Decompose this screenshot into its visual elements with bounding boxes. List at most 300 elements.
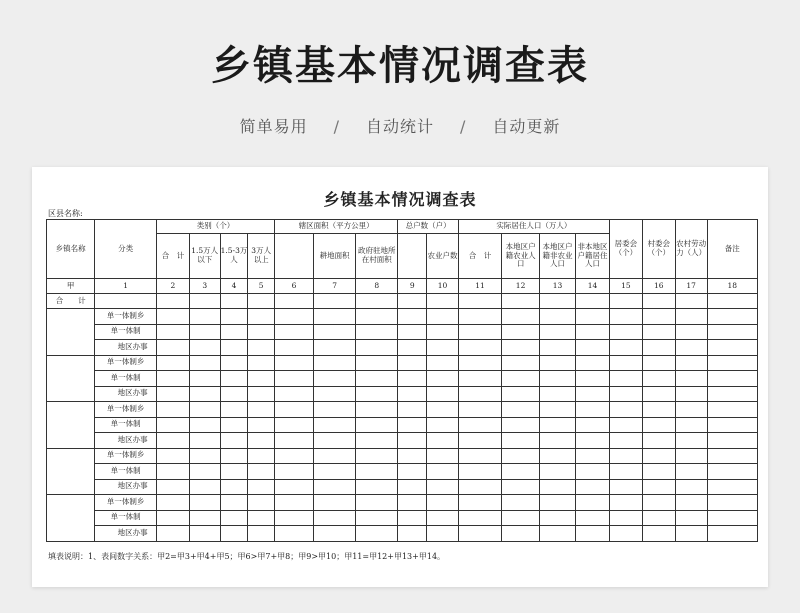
data-cell[interactable] bbox=[707, 355, 757, 371]
data-cell[interactable] bbox=[427, 309, 459, 325]
data-cell[interactable] bbox=[220, 355, 248, 371]
data-cell[interactable] bbox=[675, 294, 707, 309]
data-cell[interactable] bbox=[675, 355, 707, 371]
data-cell[interactable] bbox=[609, 479, 642, 495]
data-cell[interactable] bbox=[576, 526, 610, 542]
data-cell[interactable] bbox=[458, 294, 501, 309]
data-cell[interactable] bbox=[540, 495, 576, 511]
data-cell[interactable] bbox=[398, 371, 427, 387]
data-cell[interactable] bbox=[540, 309, 576, 325]
data-cell[interactable] bbox=[248, 402, 275, 418]
data-cell[interactable] bbox=[502, 371, 540, 387]
data-cell[interactable] bbox=[540, 448, 576, 464]
data-cell[interactable] bbox=[540, 324, 576, 340]
data-cell[interactable] bbox=[675, 464, 707, 480]
data-cell[interactable] bbox=[609, 340, 642, 356]
data-cell[interactable] bbox=[220, 433, 248, 449]
data-cell[interactable] bbox=[642, 324, 675, 340]
data-cell[interactable] bbox=[275, 417, 314, 433]
data-cell[interactable] bbox=[707, 464, 757, 480]
data-cell[interactable] bbox=[540, 417, 576, 433]
data-cell[interactable] bbox=[248, 433, 275, 449]
data-cell[interactable] bbox=[427, 526, 459, 542]
data-cell[interactable] bbox=[220, 464, 248, 480]
data-cell[interactable] bbox=[314, 355, 356, 371]
data-cell[interactable] bbox=[707, 340, 757, 356]
data-cell[interactable] bbox=[248, 355, 275, 371]
column-number: 10 bbox=[427, 279, 459, 294]
data-cell[interactable] bbox=[427, 340, 459, 356]
data-cell[interactable] bbox=[156, 417, 189, 433]
data-cell[interactable] bbox=[502, 479, 540, 495]
data-cell[interactable] bbox=[398, 495, 427, 511]
data-cell[interactable] bbox=[220, 495, 248, 511]
data-cell[interactable] bbox=[189, 386, 220, 402]
data-cell[interactable] bbox=[314, 324, 356, 340]
data-cell[interactable] bbox=[609, 510, 642, 526]
data-cell[interactable] bbox=[275, 294, 314, 309]
data-cell[interactable] bbox=[458, 402, 501, 418]
data-cell[interactable] bbox=[675, 433, 707, 449]
data-cell[interactable] bbox=[248, 526, 275, 542]
data-cell[interactable] bbox=[576, 309, 610, 325]
data-cell[interactable] bbox=[609, 495, 642, 511]
data-cell[interactable] bbox=[675, 448, 707, 464]
data-cell[interactable] bbox=[540, 294, 576, 309]
data-cell[interactable] bbox=[427, 355, 459, 371]
data-cell[interactable] bbox=[248, 479, 275, 495]
data-cell[interactable] bbox=[248, 386, 275, 402]
table-row bbox=[47, 433, 758, 449]
data-cell[interactable] bbox=[156, 355, 189, 371]
data-cell[interactable] bbox=[220, 324, 248, 340]
data-cell[interactable] bbox=[427, 402, 459, 418]
data-cell[interactable] bbox=[642, 371, 675, 387]
data-cell[interactable] bbox=[398, 479, 427, 495]
data-cell[interactable] bbox=[707, 371, 757, 387]
feature-auto-update: 自动更新 bbox=[492, 117, 561, 136]
data-cell[interactable] bbox=[220, 448, 248, 464]
data-cell[interactable] bbox=[356, 448, 398, 464]
data-cell[interactable] bbox=[642, 417, 675, 433]
data-cell[interactable] bbox=[156, 324, 189, 340]
data-cell[interactable] bbox=[609, 386, 642, 402]
data-cell[interactable] bbox=[398, 510, 427, 526]
data-cell[interactable] bbox=[248, 495, 275, 511]
data-cell[interactable] bbox=[576, 324, 610, 340]
data-cell[interactable] bbox=[275, 479, 314, 495]
data-cell[interactable] bbox=[398, 340, 427, 356]
data-cell[interactable] bbox=[156, 495, 189, 511]
spreadsheet-preview bbox=[32, 167, 768, 587]
data-cell[interactable] bbox=[248, 309, 275, 325]
data-cell[interactable] bbox=[540, 510, 576, 526]
data-cell[interactable] bbox=[356, 526, 398, 542]
data-cell[interactable] bbox=[156, 526, 189, 542]
data-cell[interactable] bbox=[675, 402, 707, 418]
data-cell[interactable] bbox=[458, 479, 501, 495]
data-cell[interactable] bbox=[314, 495, 356, 511]
data-cell[interactable] bbox=[314, 433, 356, 449]
data-cell[interactable] bbox=[502, 386, 540, 402]
data-cell[interactable] bbox=[275, 464, 314, 480]
data-cell[interactable] bbox=[642, 340, 675, 356]
data-cell[interactable] bbox=[220, 526, 248, 542]
data-cell[interactable] bbox=[220, 371, 248, 387]
data-cell[interactable] bbox=[220, 479, 248, 495]
header-area-group: 辖区面积（平方公里） bbox=[275, 220, 398, 234]
data-cell[interactable] bbox=[675, 386, 707, 402]
data-cell[interactable] bbox=[540, 386, 576, 402]
data-cell[interactable] bbox=[189, 355, 220, 371]
data-cell[interactable] bbox=[398, 402, 427, 418]
data-cell[interactable] bbox=[540, 433, 576, 449]
data-cell[interactable] bbox=[220, 340, 248, 356]
data-cell[interactable] bbox=[220, 294, 248, 309]
data-cell[interactable] bbox=[248, 294, 275, 309]
data-cell[interactable] bbox=[502, 340, 540, 356]
data-cell[interactable] bbox=[314, 479, 356, 495]
data-cell[interactable] bbox=[458, 448, 501, 464]
data-cell[interactable] bbox=[502, 526, 540, 542]
data-cell[interactable] bbox=[609, 355, 642, 371]
data-cell[interactable] bbox=[95, 294, 157, 309]
data-cell[interactable] bbox=[156, 510, 189, 526]
data-cell[interactable] bbox=[642, 433, 675, 449]
data-cell[interactable] bbox=[189, 309, 220, 325]
data-cell[interactable] bbox=[156, 309, 189, 325]
data-cell[interactable] bbox=[275, 448, 314, 464]
data-cell[interactable] bbox=[642, 355, 675, 371]
data-cell[interactable] bbox=[576, 386, 610, 402]
data-cell[interactable] bbox=[609, 417, 642, 433]
data-cell[interactable] bbox=[609, 371, 642, 387]
data-cell[interactable] bbox=[675, 340, 707, 356]
data-cell[interactable] bbox=[314, 526, 356, 542]
data-cell[interactable] bbox=[356, 355, 398, 371]
data-cell[interactable] bbox=[156, 402, 189, 418]
data-cell[interactable] bbox=[707, 495, 757, 511]
data-cell[interactable] bbox=[609, 526, 642, 542]
header-village-committee: 村委会（个） bbox=[642, 220, 675, 279]
data-cell[interactable] bbox=[275, 526, 314, 542]
data-cell[interactable] bbox=[156, 448, 189, 464]
data-cell[interactable] bbox=[248, 448, 275, 464]
data-cell[interactable] bbox=[540, 355, 576, 371]
data-cell[interactable] bbox=[356, 495, 398, 511]
data-cell[interactable] bbox=[458, 417, 501, 433]
header-rural-labor: 农村劳动力（人） bbox=[675, 220, 707, 279]
data-cell[interactable] bbox=[189, 324, 220, 340]
data-cell[interactable] bbox=[189, 510, 220, 526]
data-cell[interactable] bbox=[458, 510, 501, 526]
data-cell[interactable] bbox=[248, 464, 275, 480]
data-cell[interactable] bbox=[189, 464, 220, 480]
data-cell[interactable] bbox=[576, 340, 610, 356]
data-cell[interactable] bbox=[576, 479, 610, 495]
data-cell[interactable] bbox=[189, 371, 220, 387]
data-cell[interactable] bbox=[458, 371, 501, 387]
data-cell[interactable] bbox=[458, 340, 501, 356]
data-cell[interactable] bbox=[189, 448, 220, 464]
data-cell[interactable] bbox=[675, 324, 707, 340]
data-cell[interactable] bbox=[675, 495, 707, 511]
data-cell[interactable] bbox=[356, 386, 398, 402]
data-cell[interactable] bbox=[189, 479, 220, 495]
data-cell[interactable] bbox=[398, 433, 427, 449]
data-cell[interactable] bbox=[609, 448, 642, 464]
data-cell[interactable] bbox=[356, 417, 398, 433]
data-cell[interactable] bbox=[609, 324, 642, 340]
data-cell[interactable] bbox=[356, 510, 398, 526]
data-cell[interactable] bbox=[540, 464, 576, 480]
data-cell[interactable] bbox=[398, 464, 427, 480]
data-cell[interactable] bbox=[576, 495, 610, 511]
data-cell[interactable] bbox=[314, 294, 356, 309]
data-cell[interactable] bbox=[314, 340, 356, 356]
data-cell[interactable] bbox=[458, 433, 501, 449]
data-cell[interactable] bbox=[642, 479, 675, 495]
data-cell[interactable] bbox=[314, 464, 356, 480]
column-number: 16 bbox=[642, 279, 675, 294]
data-cell[interactable] bbox=[502, 495, 540, 511]
data-cell[interactable] bbox=[398, 448, 427, 464]
data-cell[interactable] bbox=[642, 386, 675, 402]
data-cell[interactable] bbox=[502, 355, 540, 371]
data-cell[interactable] bbox=[427, 386, 459, 402]
data-cell[interactable] bbox=[275, 324, 314, 340]
data-cell[interactable] bbox=[427, 495, 459, 511]
data-cell[interactable] bbox=[642, 495, 675, 511]
data-cell[interactable] bbox=[248, 371, 275, 387]
data-cell[interactable] bbox=[189, 526, 220, 542]
data-cell[interactable] bbox=[642, 526, 675, 542]
data-cell[interactable] bbox=[540, 526, 576, 542]
data-cell[interactable] bbox=[502, 510, 540, 526]
data-cell[interactable] bbox=[707, 417, 757, 433]
data-cell[interactable] bbox=[189, 417, 220, 433]
column-number: 3 bbox=[189, 279, 220, 294]
data-cell[interactable] bbox=[314, 371, 356, 387]
data-cell[interactable] bbox=[189, 495, 220, 511]
data-cell[interactable] bbox=[675, 371, 707, 387]
data-cell[interactable] bbox=[707, 294, 757, 309]
data-cell[interactable] bbox=[427, 294, 459, 309]
data-cell[interactable] bbox=[248, 417, 275, 433]
data-cell[interactable] bbox=[356, 340, 398, 356]
data-cell[interactable] bbox=[398, 324, 427, 340]
column-number: 6 bbox=[275, 279, 314, 294]
data-cell[interactable] bbox=[707, 309, 757, 325]
data-cell[interactable] bbox=[248, 324, 275, 340]
data-cell[interactable] bbox=[642, 402, 675, 418]
data-cell[interactable] bbox=[275, 386, 314, 402]
data-cell[interactable] bbox=[314, 402, 356, 418]
data-cell[interactable] bbox=[275, 402, 314, 418]
data-cell[interactable] bbox=[314, 417, 356, 433]
data-cell[interactable] bbox=[540, 479, 576, 495]
data-cell[interactable] bbox=[458, 324, 501, 340]
data-cell[interactable] bbox=[576, 417, 610, 433]
table-row bbox=[47, 417, 758, 433]
data-cell[interactable] bbox=[275, 433, 314, 449]
data-cell[interactable] bbox=[356, 479, 398, 495]
data-cell[interactable] bbox=[275, 371, 314, 387]
town-name-cell[interactable] bbox=[47, 448, 95, 495]
data-cell[interactable] bbox=[609, 464, 642, 480]
data-cell[interactable] bbox=[275, 510, 314, 526]
data-cell[interactable] bbox=[502, 294, 540, 309]
column-number: 5 bbox=[248, 279, 275, 294]
data-cell[interactable] bbox=[427, 510, 459, 526]
data-cell[interactable] bbox=[540, 371, 576, 387]
data-cell[interactable] bbox=[576, 448, 610, 464]
data-cell[interactable] bbox=[540, 340, 576, 356]
data-cell[interactable] bbox=[707, 526, 757, 542]
data-cell[interactable] bbox=[675, 479, 707, 495]
category-label: 地区办事 bbox=[95, 479, 157, 495]
data-cell[interactable] bbox=[156, 294, 189, 309]
column-number: 15 bbox=[609, 279, 642, 294]
data-cell[interactable] bbox=[576, 433, 610, 449]
data-cell[interactable] bbox=[642, 294, 675, 309]
data-cell[interactable] bbox=[356, 371, 398, 387]
data-cell[interactable] bbox=[576, 464, 610, 480]
data-cell[interactable] bbox=[314, 448, 356, 464]
data-cell[interactable] bbox=[502, 464, 540, 480]
data-cell[interactable] bbox=[398, 386, 427, 402]
data-cell[interactable] bbox=[356, 324, 398, 340]
data-cell[interactable] bbox=[220, 386, 248, 402]
category-label: 地区办事 bbox=[95, 526, 157, 542]
data-cell[interactable] bbox=[398, 294, 427, 309]
data-cell[interactable] bbox=[502, 448, 540, 464]
data-cell[interactable] bbox=[675, 510, 707, 526]
data-cell[interactable] bbox=[707, 479, 757, 495]
data-cell[interactable] bbox=[398, 309, 427, 325]
data-cell[interactable] bbox=[707, 448, 757, 464]
data-cell[interactable] bbox=[502, 309, 540, 325]
data-cell[interactable] bbox=[189, 433, 220, 449]
data-cell[interactable] bbox=[427, 371, 459, 387]
data-cell[interactable] bbox=[427, 448, 459, 464]
data-cell[interactable] bbox=[502, 324, 540, 340]
data-cell[interactable] bbox=[458, 495, 501, 511]
data-cell[interactable] bbox=[156, 386, 189, 402]
data-cell[interactable] bbox=[427, 324, 459, 340]
data-cell[interactable] bbox=[609, 294, 642, 309]
data-cell[interactable] bbox=[427, 464, 459, 480]
data-cell[interactable] bbox=[576, 294, 610, 309]
data-cell[interactable] bbox=[156, 371, 189, 387]
data-cell[interactable] bbox=[675, 309, 707, 325]
data-cell[interactable] bbox=[156, 464, 189, 480]
data-cell[interactable] bbox=[458, 526, 501, 542]
column-number: 甲 bbox=[47, 279, 95, 294]
data-cell[interactable] bbox=[609, 309, 642, 325]
data-cell[interactable] bbox=[502, 417, 540, 433]
data-cell[interactable] bbox=[707, 433, 757, 449]
data-cell[interactable] bbox=[675, 526, 707, 542]
data-cell[interactable] bbox=[398, 355, 427, 371]
data-cell[interactable] bbox=[427, 417, 459, 433]
data-cell[interactable] bbox=[275, 340, 314, 356]
table-row bbox=[47, 448, 758, 464]
data-cell[interactable] bbox=[576, 355, 610, 371]
data-cell[interactable] bbox=[576, 371, 610, 387]
data-cell[interactable] bbox=[502, 433, 540, 449]
data-cell[interactable] bbox=[356, 402, 398, 418]
header-remarks: 备注 bbox=[707, 220, 757, 279]
data-cell[interactable] bbox=[707, 510, 757, 526]
data-cell[interactable] bbox=[642, 510, 675, 526]
data-cell[interactable] bbox=[707, 386, 757, 402]
data-cell[interactable] bbox=[220, 510, 248, 526]
data-cell[interactable] bbox=[248, 510, 275, 526]
data-cell[interactable] bbox=[156, 340, 189, 356]
data-cell[interactable] bbox=[609, 433, 642, 449]
data-cell[interactable] bbox=[314, 510, 356, 526]
town-name-cell[interactable] bbox=[47, 495, 95, 542]
data-cell[interactable] bbox=[427, 479, 459, 495]
data-cell[interactable] bbox=[458, 464, 501, 480]
data-cell[interactable] bbox=[540, 402, 576, 418]
data-cell[interactable] bbox=[398, 417, 427, 433]
data-cell[interactable] bbox=[458, 355, 501, 371]
data-cell[interactable] bbox=[156, 479, 189, 495]
data-cell[interactable] bbox=[427, 433, 459, 449]
data-cell[interactable] bbox=[189, 340, 220, 356]
data-cell[interactable] bbox=[356, 294, 398, 309]
data-cell[interactable] bbox=[642, 464, 675, 480]
data-cell[interactable] bbox=[156, 433, 189, 449]
data-cell[interactable] bbox=[189, 294, 220, 309]
data-cell[interactable] bbox=[220, 417, 248, 433]
town-name-cell[interactable] bbox=[47, 309, 95, 356]
data-cell[interactable] bbox=[642, 309, 675, 325]
data-cell[interactable] bbox=[220, 402, 248, 418]
header-category: 分类 bbox=[95, 220, 157, 279]
data-cell[interactable] bbox=[675, 417, 707, 433]
data-cell[interactable] bbox=[275, 309, 314, 325]
data-cell[interactable] bbox=[314, 309, 356, 325]
category-label: 单一体制 bbox=[95, 464, 157, 480]
data-cell[interactable] bbox=[275, 355, 314, 371]
data-cell[interactable] bbox=[356, 464, 398, 480]
data-cell[interactable] bbox=[356, 309, 398, 325]
data-cell[interactable] bbox=[576, 510, 610, 526]
data-cell[interactable] bbox=[642, 448, 675, 464]
data-cell[interactable] bbox=[707, 324, 757, 340]
data-cell[interactable] bbox=[356, 433, 398, 449]
data-cell[interactable] bbox=[275, 495, 314, 511]
data-cell[interactable] bbox=[248, 340, 275, 356]
data-cell[interactable] bbox=[458, 386, 501, 402]
data-cell[interactable] bbox=[398, 526, 427, 542]
data-cell[interactable] bbox=[707, 402, 757, 418]
data-cell[interactable] bbox=[314, 386, 356, 402]
data-cell[interactable] bbox=[502, 402, 540, 418]
town-name-cell[interactable] bbox=[47, 402, 95, 449]
data-cell[interactable] bbox=[220, 309, 248, 325]
data-cell[interactable] bbox=[458, 309, 501, 325]
data-cell[interactable] bbox=[189, 402, 220, 418]
data-cell[interactable] bbox=[576, 402, 610, 418]
header-local-agri-pop: 本地区户籍农业人口 bbox=[502, 234, 540, 279]
table-row bbox=[47, 479, 758, 495]
town-name-cell[interactable] bbox=[47, 355, 95, 402]
data-cell[interactable] bbox=[609, 402, 642, 418]
